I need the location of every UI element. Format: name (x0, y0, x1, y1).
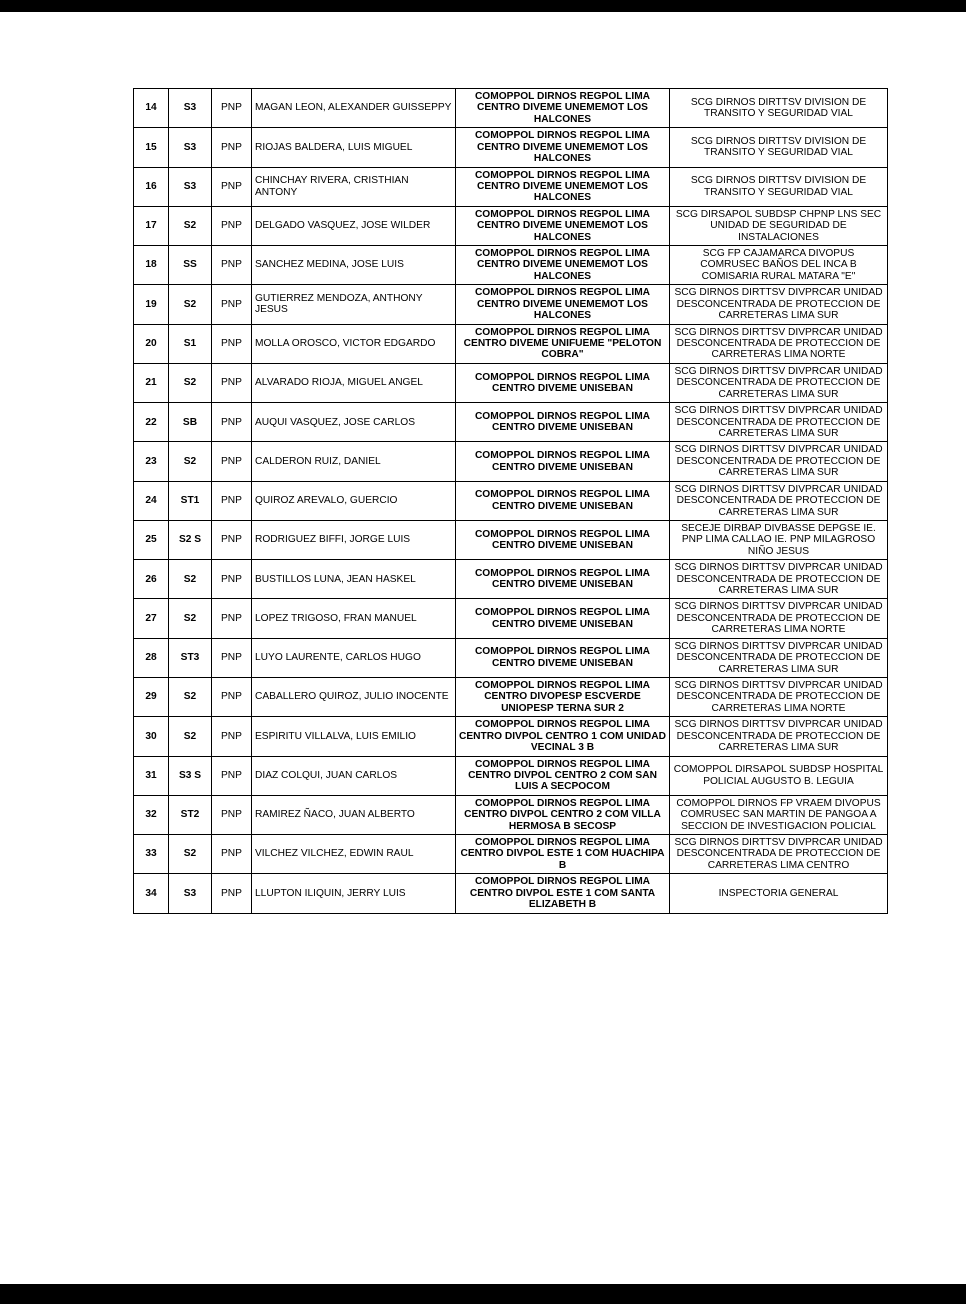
roster-table (133, 88, 888, 914)
cell-name: RAMIREZ ÑACO, JUAN ALBERTO (252, 795, 456, 834)
cell-number: 29 (134, 677, 169, 716)
table-row (134, 167, 888, 206)
cell-number: 16 (134, 167, 169, 206)
cell-number: 25 (134, 520, 169, 559)
cell-institution: PNP (212, 442, 252, 481)
roster-table-container (133, 88, 884, 914)
cell-origin-unit: COMOPPOL DIRNOS REGPOL LIMA CENTRO DIVEME UNISEBAN (456, 560, 670, 599)
cell-origin-unit: COMOPPOL DIRNOS REGPOL LIMA CENTRO DIVPOL ESTE 1 COM SANTA ELIZABETH B (456, 874, 670, 913)
cell-number: 24 (134, 481, 169, 520)
cell-grade: S3 (169, 89, 212, 128)
cell-number: 22 (134, 403, 169, 442)
cell-destination-unit: SCG DIRNOS DIRTTSV DIVISION DE TRANSITO Y SEGURIDAD VIAL (670, 89, 888, 128)
cell-institution: PNP (212, 481, 252, 520)
cell-origin-unit: COMOPPOL DIRNOS REGPOL LIMA CENTRO DIVEME UNEMEMOT LOS HALCONES (456, 285, 670, 324)
table-row (134, 285, 888, 324)
cell-name: QUIROZ AREVALO, GUERCIO (252, 481, 456, 520)
cell-grade: S2 (169, 560, 212, 599)
cell-institution: PNP (212, 599, 252, 638)
cell-name: LLUPTON ILIQUIN, JERRY LUIS (252, 874, 456, 913)
cell-name: GUTIERREZ MENDOZA, ANTHONY JESUS (252, 285, 456, 324)
table-row (134, 363, 888, 402)
cell-name: MAGAN LEON, ALEXANDER GUISSEPPY (252, 89, 456, 128)
cell-destination-unit: COMOPPOL DIRNOS FP VRAEM DIVOPUS COMRUSEC SAN MARTIN DE PANGOA A SECCION DE INVESTIGACION POLICIAL (670, 795, 888, 834)
cell-origin-unit: COMOPPOL DIRNOS REGPOL LIMA CENTRO DIVEME UNISEBAN (456, 638, 670, 677)
table-row (134, 717, 888, 756)
cell-institution: PNP (212, 324, 252, 363)
cell-number: 33 (134, 835, 169, 874)
cell-institution: PNP (212, 638, 252, 677)
table-row (134, 520, 888, 559)
cell-name: VILCHEZ VILCHEZ, EDWIN RAUL (252, 835, 456, 874)
cell-grade: S3 S (169, 756, 212, 795)
cell-destination-unit: SCG DIRNOS DIRTTSV DIVPRCAR UNIDAD DESCONCENTRADA DE PROTECCION DE CARRETERAS LIMA SUR (670, 638, 888, 677)
cell-name: CHINCHAY RIVERA, CRISTHIAN ANTONY (252, 167, 456, 206)
cell-grade: S2 (169, 285, 212, 324)
cell-origin-unit: COMOPPOL DIRNOS REGPOL LIMA CENTRO DIVEME UNISEBAN (456, 442, 670, 481)
cell-number: 18 (134, 246, 169, 285)
cell-destination-unit: COMOPPOL DIRSAPOL SUBDSP HOSPITAL POLICIAL AUGUSTO B. LEGUIA (670, 756, 888, 795)
cell-origin-unit: COMOPPOL DIRNOS REGPOL LIMA CENTRO DIVEME UNEMEMOT LOS HALCONES (456, 167, 670, 206)
cell-number: 27 (134, 599, 169, 638)
cell-name: AUQUI VASQUEZ, JOSE CARLOS (252, 403, 456, 442)
table-row (134, 599, 888, 638)
cell-destination-unit: SCG DIRNOS DIRTTSV DIVPRCAR UNIDAD DESCONCENTRADA DE PROTECCION DE CARRETERAS LIMA SUR (670, 285, 888, 324)
cell-origin-unit: COMOPPOL DIRNOS REGPOL LIMA CENTRO DIVEME UNIFUEME "PELOTON COBRA" (456, 324, 670, 363)
cell-number: 17 (134, 206, 169, 245)
page-bottom-bar (0, 1284, 966, 1304)
cell-number: 15 (134, 128, 169, 167)
cell-grade: SS (169, 246, 212, 285)
cell-grade: S2 (169, 717, 212, 756)
cell-destination-unit: SCG DIRNOS DIRTTSV DIVPRCAR UNIDAD DESCONCENTRADA DE PROTECCION DE CARRETERAS LIMA NORTE (670, 677, 888, 716)
cell-destination-unit: SCG DIRNOS DIRTTSV DIVPRCAR UNIDAD DESCONCENTRADA DE PROTECCION DE CARRETERAS LIMA SUR (670, 442, 888, 481)
cell-number: 20 (134, 324, 169, 363)
cell-destination-unit: SCG DIRNOS DIRTTSV DIVISION DE TRANSITO Y SEGURIDAD VIAL (670, 128, 888, 167)
cell-destination-unit: SCG DIRSAPOL SUBDSP CHPNP LNS SEC UNIDAD DE SEGURIDAD DE INSTALACIONES (670, 206, 888, 245)
cell-number: 32 (134, 795, 169, 834)
cell-name: SANCHEZ MEDINA, JOSE LUIS (252, 246, 456, 285)
cell-institution: PNP (212, 795, 252, 834)
table-row (134, 795, 888, 834)
cell-number: 21 (134, 363, 169, 402)
cell-destination-unit: INSPECTORIA GENERAL (670, 874, 888, 913)
cell-origin-unit: COMOPPOL DIRNOS REGPOL LIMA CENTRO DIVEME UNISEBAN (456, 403, 670, 442)
cell-number: 28 (134, 638, 169, 677)
cell-name: DIAZ COLQUI, JUAN CARLOS (252, 756, 456, 795)
table-row (134, 756, 888, 795)
table-row (134, 835, 888, 874)
cell-destination-unit: SCG DIRNOS DIRTTSV DIVPRCAR UNIDAD DESCONCENTRADA DE PROTECCION DE CARRETERAS LIMA SUR (670, 560, 888, 599)
cell-number: 26 (134, 560, 169, 599)
cell-grade: SB (169, 403, 212, 442)
cell-institution: PNP (212, 756, 252, 795)
cell-origin-unit: COMOPPOL DIRNOS REGPOL LIMA CENTRO DIVPOL ESTE 1 COM HUACHIPA B (456, 835, 670, 874)
table-row (134, 638, 888, 677)
cell-grade: S2 (169, 835, 212, 874)
cell-name: RODRIGUEZ BIFFI, JORGE LUIS (252, 520, 456, 559)
cell-destination-unit: SCG DIRNOS DIRTTSV DIVPRCAR UNIDAD DESCONCENTRADA DE PROTECCION DE CARRETERAS LIMA CENTRO (670, 835, 888, 874)
cell-grade: S2 (169, 442, 212, 481)
cell-grade: S2 (169, 677, 212, 716)
table-row (134, 89, 888, 128)
cell-name: RIOJAS BALDERA, LUIS MIGUEL (252, 128, 456, 167)
table-row (134, 324, 888, 363)
cell-name: CABALLERO QUIROZ, JULIO INOCENTE (252, 677, 456, 716)
cell-origin-unit: COMOPPOL DIRNOS REGPOL LIMA CENTRO DIVEME UNISEBAN (456, 481, 670, 520)
cell-number: 14 (134, 89, 169, 128)
table-row (134, 442, 888, 481)
cell-number: 34 (134, 874, 169, 913)
table-row (134, 246, 888, 285)
cell-institution: PNP (212, 717, 252, 756)
cell-institution: PNP (212, 874, 252, 913)
table-row (134, 481, 888, 520)
cell-number: 19 (134, 285, 169, 324)
cell-grade: S2 S (169, 520, 212, 559)
table-row (134, 677, 888, 716)
cell-name: LOPEZ TRIGOSO, FRAN MANUEL (252, 599, 456, 638)
cell-institution: PNP (212, 246, 252, 285)
cell-origin-unit: COMOPPOL DIRNOS REGPOL LIMA CENTRO DIVPOL CENTRO 2 COM SAN LUIS A SECPOCOM (456, 756, 670, 795)
cell-name: MOLLA OROSCO, VICTOR EDGARDO (252, 324, 456, 363)
cell-name: DELGADO VASQUEZ, JOSE WILDER (252, 206, 456, 245)
cell-origin-unit: COMOPPOL DIRNOS REGPOL LIMA CENTRO DIVOPESP ESCVERDE UNIOPESP TERNA SUR 2 (456, 677, 670, 716)
cell-grade: ST2 (169, 795, 212, 834)
cell-name: ALVARADO RIOJA, MIGUEL ANGEL (252, 363, 456, 402)
table-row (134, 560, 888, 599)
cell-destination-unit: SCG DIRNOS DIRTTSV DIVPRCAR UNIDAD DESCONCENTRADA DE PROTECCION DE CARRETERAS LIMA NORTE (670, 324, 888, 363)
cell-institution: PNP (212, 403, 252, 442)
table-row (134, 403, 888, 442)
cell-origin-unit: COMOPPOL DIRNOS REGPOL LIMA CENTRO DIVEME UNEMEMOT LOS HALCONES (456, 206, 670, 245)
cell-origin-unit: COMOPPOL DIRNOS REGPOL LIMA CENTRO DIVEME UNEMEMOT LOS HALCONES (456, 128, 670, 167)
table-row (134, 128, 888, 167)
cell-origin-unit: COMOPPOL DIRNOS REGPOL LIMA CENTRO DIVPOL CENTRO 1 COM UNIDAD VECINAL 3 B (456, 717, 670, 756)
cell-institution: PNP (212, 128, 252, 167)
table-row (134, 206, 888, 245)
cell-grade: S2 (169, 363, 212, 402)
roster-table-body (134, 89, 888, 914)
document-page (0, 12, 966, 1284)
cell-name: BUSTILLOS LUNA, JEAN HASKEL (252, 560, 456, 599)
cell-grade: S3 (169, 128, 212, 167)
cell-number: 31 (134, 756, 169, 795)
cell-destination-unit: SCG DIRNOS DIRTTSV DIVPRCAR UNIDAD DESCONCENTRADA DE PROTECCION DE CARRETERAS LIMA SUR (670, 717, 888, 756)
cell-origin-unit: COMOPPOL DIRNOS REGPOL LIMA CENTRO DIVEME UNEMEMOT LOS HALCONES (456, 246, 670, 285)
cell-grade: ST1 (169, 481, 212, 520)
table-row (134, 874, 888, 913)
cell-institution: PNP (212, 89, 252, 128)
cell-institution: PNP (212, 560, 252, 599)
cell-name: LUYO LAURENTE, CARLOS HUGO (252, 638, 456, 677)
cell-destination-unit: SCG DIRNOS DIRTTSV DIVPRCAR UNIDAD DESCONCENTRADA DE PROTECCION DE CARRETERAS LIMA SUR (670, 363, 888, 402)
cell-origin-unit: COMOPPOL DIRNOS REGPOL LIMA CENTRO DIVEME UNISEBAN (456, 363, 670, 402)
cell-institution: PNP (212, 835, 252, 874)
cell-origin-unit: COMOPPOL DIRNOS REGPOL LIMA CENTRO DIVPOL CENTRO 2 COM VILLA HERMOSA B SECOSP (456, 795, 670, 834)
cell-destination-unit: SCG DIRNOS DIRTTSV DIVPRCAR UNIDAD DESCONCENTRADA DE PROTECCION DE CARRETERAS LIMA NORTE (670, 599, 888, 638)
cell-destination-unit: SCG FP CAJAMARCA DIVOPUS COMRUSEC BAÑOS DEL INCA B COMISARIA RURAL MATARA "E" (670, 246, 888, 285)
cell-grade: S3 (169, 167, 212, 206)
cell-institution: PNP (212, 285, 252, 324)
cell-institution: PNP (212, 167, 252, 206)
cell-number: 30 (134, 717, 169, 756)
cell-grade: S2 (169, 206, 212, 245)
cell-number: 23 (134, 442, 169, 481)
cell-grade: S2 (169, 599, 212, 638)
cell-origin-unit: COMOPPOL DIRNOS REGPOL LIMA CENTRO DIVEME UNISEBAN (456, 599, 670, 638)
cell-name: CALDERON RUIZ, DANIEL (252, 442, 456, 481)
cell-grade: S1 (169, 324, 212, 363)
cell-institution: PNP (212, 363, 252, 402)
cell-destination-unit: SECEJE DIRBAP DIVBASSE DEPGSE IE. PNP LIMA CALLAO IE. PNP MILAGROSO NIÑO JESUS (670, 520, 888, 559)
cell-grade: ST3 (169, 638, 212, 677)
cell-name: ESPIRITU VILLALVA, LUIS EMILIO (252, 717, 456, 756)
cell-origin-unit: COMOPPOL DIRNOS REGPOL LIMA CENTRO DIVEME UNISEBAN (456, 520, 670, 559)
cell-grade: S3 (169, 874, 212, 913)
cell-institution: PNP (212, 206, 252, 245)
cell-institution: PNP (212, 677, 252, 716)
cell-origin-unit: COMOPPOL DIRNOS REGPOL LIMA CENTRO DIVEME UNEMEMOT LOS HALCONES (456, 89, 670, 128)
cell-destination-unit: SCG DIRNOS DIRTTSV DIVISION DE TRANSITO Y SEGURIDAD VIAL (670, 167, 888, 206)
cell-institution: PNP (212, 520, 252, 559)
cell-destination-unit: SCG DIRNOS DIRTTSV DIVPRCAR UNIDAD DESCONCENTRADA DE PROTECCION DE CARRETERAS LIMA SUR (670, 403, 888, 442)
cell-destination-unit: SCG DIRNOS DIRTTSV DIVPRCAR UNIDAD DESCONCENTRADA DE PROTECCION DE CARRETERAS LIMA SUR (670, 481, 888, 520)
